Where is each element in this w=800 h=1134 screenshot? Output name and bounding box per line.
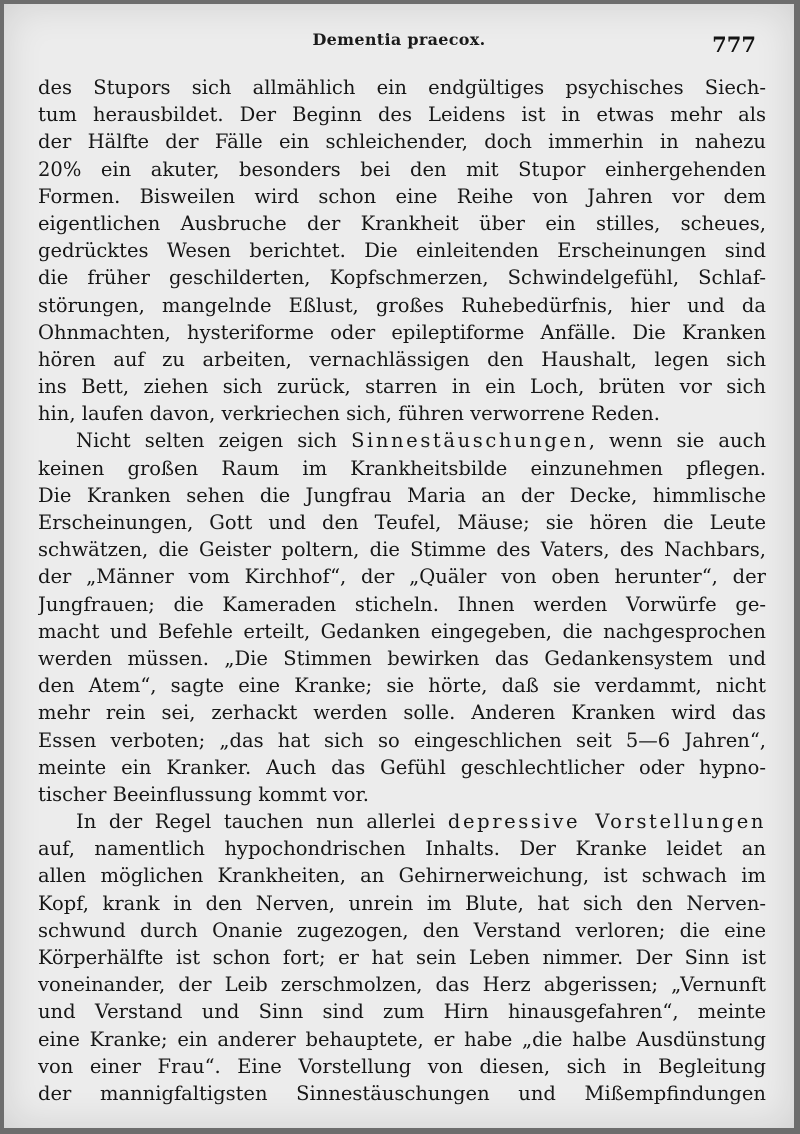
text-line: tum herausbildet. Der Beginn des Leidens ist in etwas mehr als	[38, 103, 766, 127]
page-number: 777	[712, 32, 756, 57]
text-line: allen möglichen Krankheiten, an Gehirnerweichung, ist schwach im	[38, 864, 766, 888]
book-page	[4, 4, 794, 1128]
running-head: Dementia praecox.	[312, 30, 486, 49]
text-line: und Verstand und Sinn sind zum Hirn hinausgefahren“, meinte	[38, 1000, 766, 1024]
text-line: schwund durch Onanie zugezogen, den Verstand verloren; die eine	[38, 918, 766, 942]
text-line: Ohnmachten, hysteriforme oder epileptiforme Anfälle. Die Kranken	[38, 320, 766, 344]
text-line: der Hälfte der Fälle ein schleichender, doch immerhin in nahezu	[38, 130, 766, 154]
text-line: keinen großen Raum im Krankheitsbilde einzunehmen pflegen.	[38, 456, 766, 480]
text-line: störungen, mangelnde Eßlust, großes Ruhebedürfnis, hier und da	[38, 293, 766, 317]
text-line: macht und Befehle erteilt, Gedanken eingegeben, die nachgesprochen	[38, 619, 766, 643]
text-line: voneinander, der Leib zerschmolzen, das Herz abgerissen; „Vernunft	[38, 973, 766, 997]
text-line: auf, namentlich hypochondrischen Inhalts. Der Kranke leidet an	[38, 837, 766, 861]
text-line: Essen verboten; „das hat sich so eingeschlichen seit 5—6 Jahren“,	[38, 728, 766, 752]
text-line: der „Männer vom Kirchhof“, der „Quäler von oben herunter“, der	[38, 565, 766, 589]
page-header	[4, 30, 794, 60]
text-run: , wenn sie auch	[588, 429, 766, 453]
text-line: der mannigfaltigsten Sinnestäuschungen und Mißempfindungen	[38, 1081, 766, 1105]
spaced-emphasis: Sinnestäuschungen	[351, 429, 589, 453]
paragraph-2	[38, 427, 766, 808]
text-line: von einer Frau“. Eine Vorstellung von diesen, sich in Begleitung	[38, 1054, 766, 1078]
text-line: hin, laufen davon, verkriechen sich, führen verworrene Reden.	[38, 402, 660, 426]
text-line: Körperhälfte ist schon fort; er hat sein Leben nimmer. Der Sinn ist	[38, 946, 766, 969]
text-line: mehr rein sei, zerhackt werden solle. Anderen Kranken wird das	[38, 701, 766, 725]
text-line: werden müssen. „Die Stimmen bewirken das Gedankensystem und	[38, 646, 766, 670]
text-line: eine Kranke; ein anderer behauptete, er habe „die halbe Ausdünstung	[38, 1027, 766, 1051]
text-line: meinte ein Kranker. Auch das Gefühl geschlechtlicher oder hypno-	[38, 755, 766, 779]
text-line: schwätzen, die Geister poltern, die Stimme des Vaters, des Nachbars,	[38, 538, 766, 562]
text-run: In der Regel tauchen nun allerlei	[76, 810, 448, 834]
text-line: ins Bett, ziehen sich zurück, starren in ein Loch, brüten vor sich	[38, 375, 766, 399]
text-line: den Atem“, sagte eine Kranke; sie hörte, daß sie verdammt, nicht	[38, 674, 766, 698]
text-line: Formen. Bisweilen wird schon eine Reihe von Jahren vor dem	[38, 184, 766, 208]
text-line: 20% ein akuter, besonders bei den mit Stupor einhergehenden	[38, 157, 766, 181]
spaced-emphasis: depressive Vorstellungen	[447, 810, 766, 834]
text-line: Kopf, krank in den Nerven, unrein im Blute, hat sich den Nerven-	[38, 891, 766, 915]
text-line	[38, 427, 766, 454]
text-line	[38, 808, 766, 835]
text-line: Die Kranken sehen die Jungfrau Maria an der Decke, himmlische	[38, 483, 766, 507]
text-line: des Stupors sich allmählich ein endgültiges psychisches Siech-	[38, 76, 766, 99]
text-line: gedrücktes Wesen berichtet. Die einleitenden Erscheinungen sind	[38, 239, 766, 263]
body-text	[38, 74, 766, 1107]
paragraph-3	[38, 808, 766, 1107]
text-line: hören auf zu arbeiten, vernachlässigen den Haushalt, legen sich	[38, 347, 766, 371]
text-line: Erscheinungen, Gott und den Teufel, Mäuse; sie hören die Leute	[38, 511, 766, 534]
text-line: tischer Beeinflussung kommt vor.	[38, 782, 369, 806]
paragraph-1	[38, 74, 766, 427]
text-line: Jungfrauen; die Kameraden sticheln. Ihnen werden Vorwürfe ge-	[38, 592, 766, 616]
text-line: eigentlichen Ausbruche der Krankheit über ein stilles, scheues,	[38, 211, 766, 235]
text-line: die früher geschilderten, Kopfschmerzen, Schwindelgefühl, Schlaf-	[38, 266, 766, 290]
text-run: Nicht selten zeigen sich	[76, 429, 352, 453]
